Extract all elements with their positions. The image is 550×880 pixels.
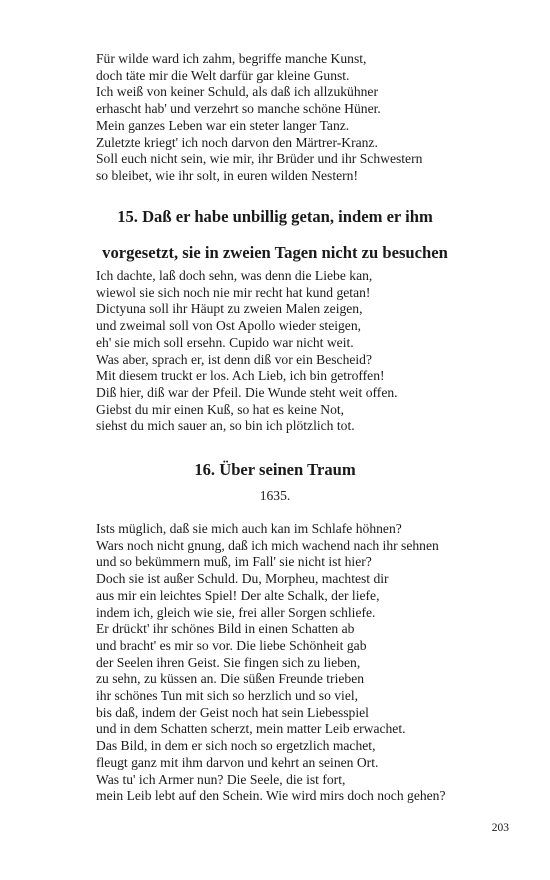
verse-line: der Seelen ihren Geist. Sie fingen sich zu lieben, — [96, 654, 361, 670]
verse-line: wiewol sie sich noch nie mir recht hat kund getan! — [96, 284, 371, 300]
verse-line: Er drückt' ihr schönes Bild in einen Schatten ab — [96, 621, 355, 637]
verse-line: Diß hier, diß war der Pfeil. Die Wunde steht weit offen. — [96, 384, 398, 400]
verse-line: und in dem Schatten scherzt, mein matter Leib erwachet. — [96, 721, 406, 737]
verse-line: zu sehn, zu küssen an. Die süßen Freunde trieben — [96, 671, 365, 687]
verse-line: Ists müglich, daß sie mich auch kan im Schlafe höhnen? — [96, 521, 402, 536]
verse-line: so bleibet, wie ihr solt, in euren wilden Nestern! — [96, 167, 358, 183]
verse-line: indem ich, gleich wie sie, frei aller Sorgen schliefe. — [96, 604, 376, 620]
poem-16-title: 16. Über seinen Traum — [194, 460, 356, 479]
verse-line: Wars noch nicht gnung, daß ich mich wachend nach ihr sehnen — [96, 537, 439, 553]
poem-15-title-line-2: vorgesetzt, sie in zweien Tagen nicht zu besuchen — [102, 243, 448, 262]
verse-line: eh' sie mich soll ersehn. Cupido war nicht weit. — [96, 334, 354, 350]
verse-line: Was tu' ich Armer nun? Die Seele, die ist fort, — [96, 771, 346, 787]
verse-line: Mein ganzes Leben war ein steter langer Tanz. — [96, 117, 350, 133]
verse-line: Giebst du mir einen Kuß, so hat es keine Not, — [96, 401, 345, 417]
poem-16-body — [96, 521, 536, 805]
poem-16-year: 1635. — [259, 488, 291, 503]
verse-line: Zuletzte kriegt' ich noch darvon den Märtrer-Kranz. — [96, 134, 378, 150]
page-number: 203 — [491, 822, 509, 834]
verse-line: erhascht hab' und verzehrt so manche schöne Hüner. — [96, 101, 381, 117]
verse-line: Mit diesem truckt er los. Ach Lieb, ich bin getroffen! — [96, 368, 385, 384]
verse-line: mein Leib lebt auf den Schein. Wie wird mirs doch noch gehen? — [96, 788, 446, 804]
verse-line: Dictyuna soll ihr Häupt zu zweien Malen zeigen, — [96, 301, 363, 317]
verse-line: und bracht' es mir so vor. Die liebe Schönheit gab — [96, 637, 367, 653]
stanza-previous-poem-ending — [96, 51, 536, 185]
verse-line: ihr schönes Tun mit sich so herzlich und so viel, — [96, 688, 359, 704]
verse-line: Was aber, sprach er, ist denn diß vor ein Bescheid? — [96, 351, 373, 367]
verse-line: Doch sie ist außer Schuld. Du, Morpheu, machtest dir — [96, 571, 389, 587]
verse-line: aus mir ein leichtes Spiel! Der alte Schalk, der liefe, — [96, 587, 380, 603]
verse-line: Das Bild, in dem er sich noch so ergetzlich machet, — [96, 738, 376, 754]
verse-line: siehst du mich sauer an, so bin ich plötzlich tot. — [96, 418, 355, 434]
verse-line: und so bekümmern muß, im Fall' sie nicht ist hier? — [96, 554, 372, 570]
verse-line: Soll euch nicht sein, wie mir, ihr Brüder und ihr Schwestern — [96, 151, 423, 167]
verse-line: doch täte mir die Welt darfür gar kleine Gunst. — [96, 67, 350, 83]
verse-line: Für wilde ward ich zahm, begriffe manche Kunst, — [96, 51, 367, 66]
verse-line: Ich weiß von keiner Schuld, als daß ich allzukühner — [96, 84, 378, 100]
verse-line: bis daß, indem der Geist noch hat sein Liebesspiel — [96, 704, 369, 720]
poem-15-title-line-1: 15. Daß er habe unbillig getan, indem er ihm — [117, 207, 433, 226]
poem-15-body — [96, 268, 536, 435]
verse-line: fleugt ganz mit ihm darvon und kehrt an seinen Ort. — [96, 754, 379, 770]
verse-line: Ich dachte, laß doch sehn, was denn die Liebe kan, — [96, 268, 373, 283]
verse-line: und zweimal soll von Ost Apollo wieder steigen, — [96, 318, 362, 334]
